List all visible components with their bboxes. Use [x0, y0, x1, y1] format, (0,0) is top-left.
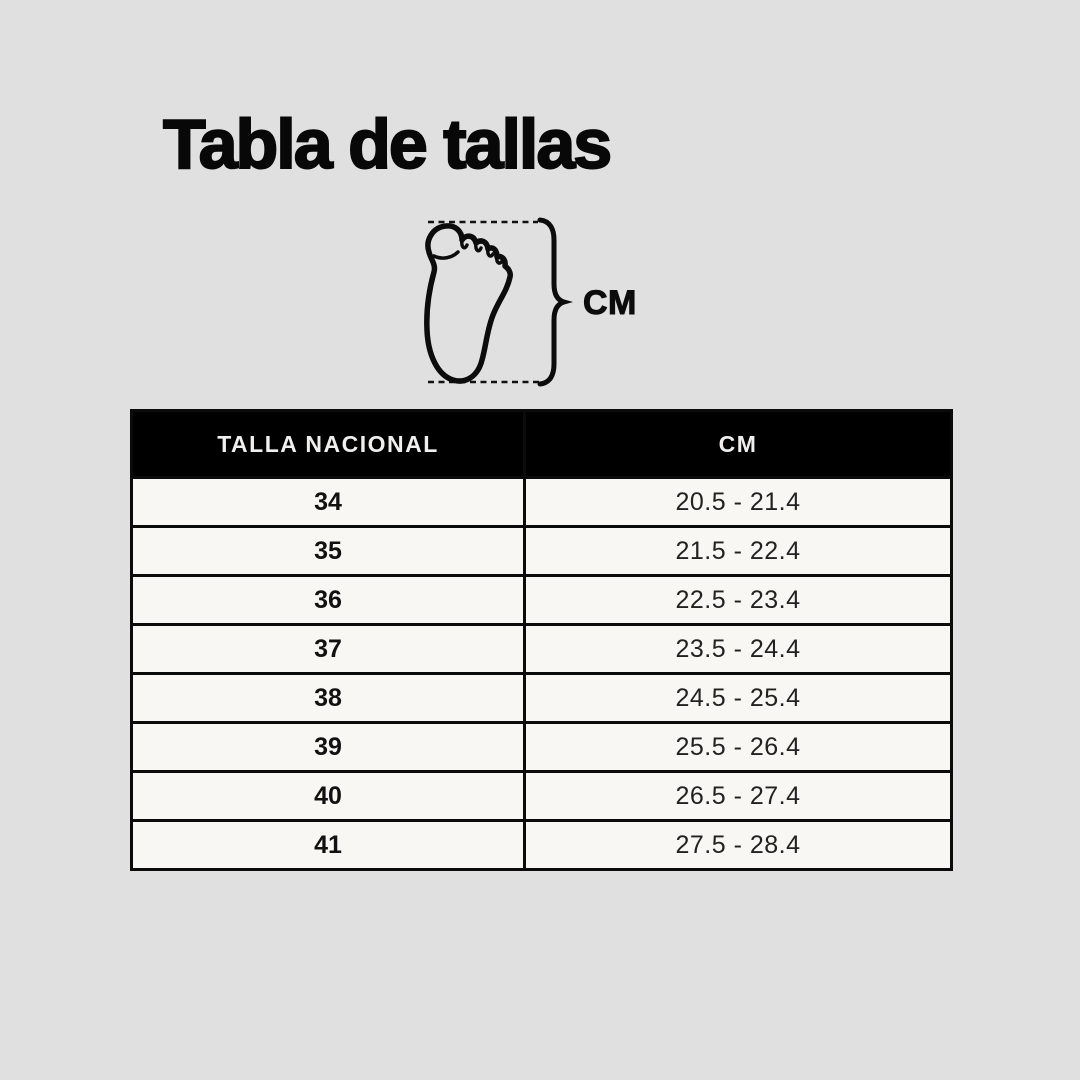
cm-range-cell: 24.5 - 25.4: [525, 674, 952, 723]
size-cell: 38: [132, 674, 525, 723]
header-cm: CM: [525, 411, 952, 478]
size-cell: 37: [132, 625, 525, 674]
table-row: [132, 723, 952, 772]
measurement-brace: [540, 220, 564, 384]
table-row: [132, 527, 952, 576]
size-table: [130, 409, 953, 871]
table-row: [132, 576, 952, 625]
table-row: [132, 478, 952, 527]
cm-range-cell: 22.5 - 23.4: [525, 576, 952, 625]
cm-range-cell: 26.5 - 27.4: [525, 772, 952, 821]
header-row: [132, 411, 952, 478]
size-cell: 39: [132, 723, 525, 772]
size-cell: 41: [132, 821, 525, 870]
size-cell: 34: [132, 478, 525, 527]
table-row: [132, 772, 952, 821]
page-title: Tabla de tallas: [163, 105, 611, 183]
cm-range-cell: 27.5 - 28.4: [525, 821, 952, 870]
table-row: [132, 625, 952, 674]
size-cell: 40: [132, 772, 525, 821]
size-table-body: [132, 478, 952, 870]
size-table-header: [132, 411, 952, 478]
foot-outline: [427, 226, 510, 381]
cm-unit-label: CM: [583, 284, 637, 322]
table-row: [132, 674, 952, 723]
cm-range-cell: 23.5 - 24.4: [525, 625, 952, 674]
cm-range-cell: 20.5 - 21.4: [525, 478, 952, 527]
cm-range-cell: 25.5 - 26.4: [525, 723, 952, 772]
header-talla-nacional: TALLA NACIONAL: [132, 411, 525, 478]
size-cell: 36: [132, 576, 525, 625]
cm-range-cell: 21.5 - 22.4: [525, 527, 952, 576]
table-row: [132, 821, 952, 870]
size-cell: 35: [132, 527, 525, 576]
